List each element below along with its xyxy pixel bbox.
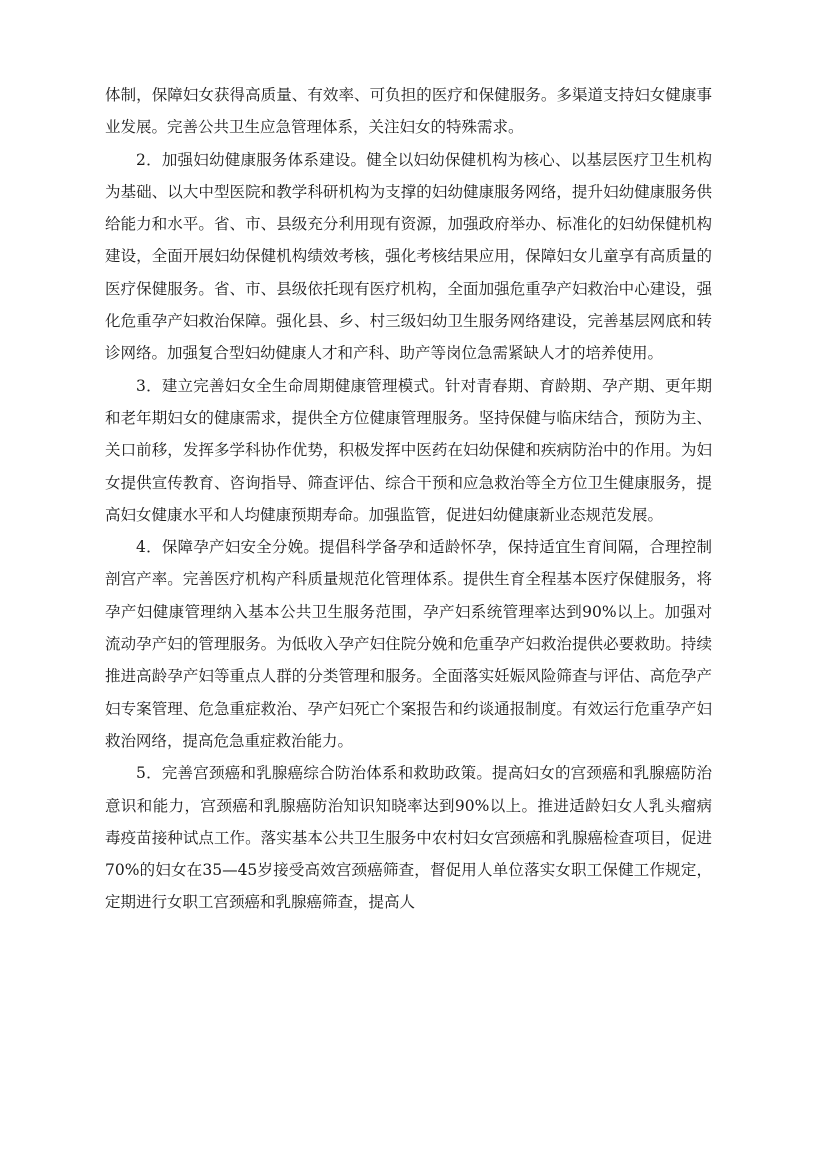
paragraph-item-2: 2．加强妇幼健康服务体系建设。健全以妇幼保健机构为核心、以基层医疗卫生机构为基础、以大中型医院和教学科研机构为支撑的妇幼健康服务网络，提升妇幼健康服务供给能力和水平。省、市、县级充分利用现有资源，加强政府举办、标准化的妇幼保健机构建设，全面开展妇幼保健机构绩效考核，强化考核结果应用，保障妇女儿童享有高质量的医疗保健服务。省、市、县级依托现有医疗机构，全面加强危重孕产妇救治中心建设，强化危重孕产妇救治保障。强化县、乡、村三级妇幼卫生服务网络建设，完善基层网底和转诊网络。加强复合型妇幼健康人才和产科、助产等岗位急需紧缺人才的培养使用。 <box>105 150 712 363</box>
paragraph-item-3: 3．建立完善妇女全生命周期健康管理模式。针对青春期、育龄期、孕产期、更年期和老年期妇女的健康需求，提供全方位健康管理服务。坚持保健与临床结合，预防为主、关口前移，发挥多学科协作优势，积极发挥中医药在妇幼保健和疾病防治中的作用。为妇女提供宣传教育、咨询指导、筛查评估、综合干预和应急救治等全方位卫生健康服务，提高妇女健康水平和人均健康预期寿命。加强监管，促进妇幼健康新业态规范发展。 <box>105 376 712 524</box>
paragraph-item-5: 5．完善宫颈癌和乳腺癌综合防治体系和救助政策。提高妇女的宫颈癌和乳腺癌防治意识和能力，宫颈癌和乳腺癌防治知识知晓率达到90%以上。推进适龄妇女人乳头瘤病毒疫苗接种试点工作。落实基本公共卫生服务中农村妇女宫颈癌和乳腺癌检查项目，促进70%的妇女在35—45岁接受高效宫颈癌筛查，督促用人单位落实女职工保健工作规定，定期进行女职工宫颈癌和乳腺癌筛查，提高人 <box>105 764 712 912</box>
paragraph-continuation: 体制，保障妇女获得高质量、有效率、可负担的医疗和保健服务。多渠道支持妇女健康事业发展。完善公共卫生应急管理体系，关注妇女的特殊需求。 <box>105 86 712 137</box>
document-body <box>105 79 712 919</box>
paragraph-item-4: 4．保障孕产妇安全分娩。提倡科学备孕和适龄怀孕，保持适宜生育间隔，合理控制剖宫产率。完善医疗机构产科质量规范化管理体系。提供生育全程基本医疗保健服务，将孕产妇健康管理纳入基本公共卫生服务范围，孕产妇系统管理率达到90%以上。加强对流动孕产妇的管理服务。为低收入孕产妇住院分娩和危重孕产妇救治提供必要救助。持续推进高龄孕产妇等重点人群的分类管理和服务。全面落实妊娠风险筛查与评估、高危孕产妇专案管理、危急重症救治、孕产妇死亡个案报告和约谈通报制度。有效运行危重孕产妇救治网络，提高危急重症救治能力。 <box>105 538 712 750</box>
